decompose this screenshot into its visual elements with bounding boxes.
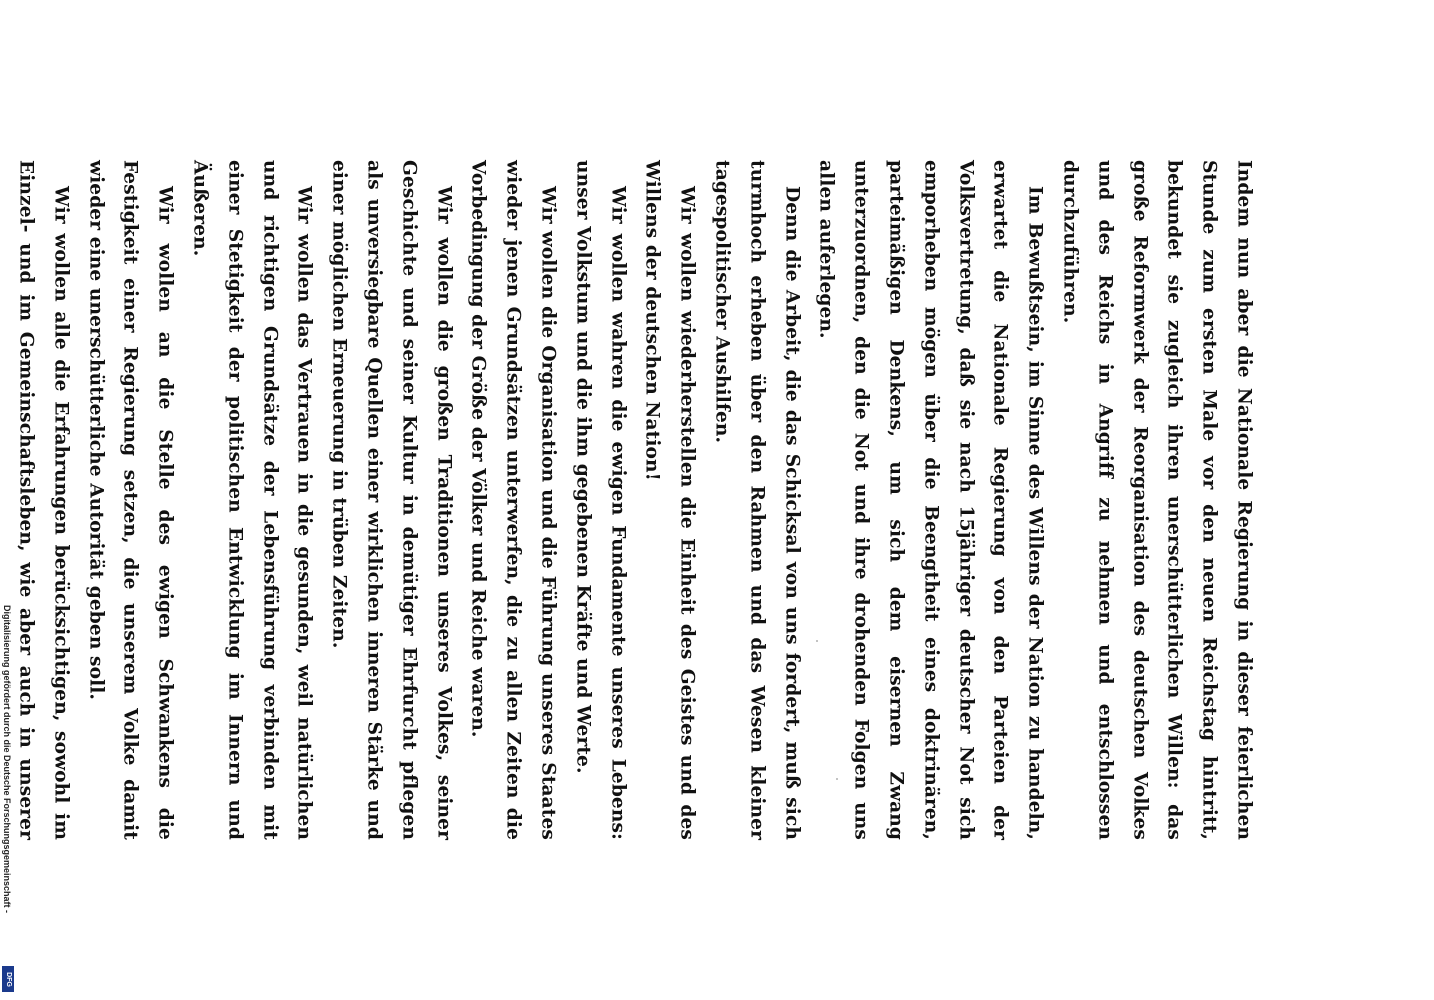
paragraph-4: Wir wollen wiederherstellen die Einheit des Geistes und des Willens der deutschen Nation! bbox=[641, 160, 698, 840]
paragraph-3: Denn die Arbeit, die das Schicksal von uns fordert, muß sich turmhoch erheben über den Rahmen und das Wesen kleiner tagespolitischer Aushilfen. bbox=[711, 160, 803, 840]
dfg-logo bbox=[2, 966, 14, 992]
credit-text: Digitalisierung gefördert durch die Deutsche Forschungsgemeinschaft - bbox=[2, 605, 12, 914]
paragraph-10: Wir wollen alle die Erfahrungen berücksichtigen, sowohl im Einzel- und im Gemeinschaftsleben, wie aber auch in unserer bbox=[15, 160, 72, 840]
paragraph-9: Wir wollen an die Stelle des ewigen Schwankens die Festigkeit einer Regierung setzen, die unserem Volke damit wieder eine unerschütterliche Autorität geben soll. bbox=[85, 160, 176, 840]
digitization-credit bbox=[0, 605, 14, 995]
paragraph-2: Im Bewußtsein, im Sinne des Willens der Nation zu handeln, erwartet die Nationale Regierung von den Parteien der Volksvertretung, daß sie nach 15jähriger deutscher Not sich emporheben mögen über die Beengtheit eines doktrinären, parteimäßigen Denkens, um sich dem eisernen Zwang unterzuordnen, den die Not und ihre drohenden Folgen uns allen auferlegen. bbox=[815, 160, 1046, 840]
paragraph-7: Wir wollen die großen Traditionen unseres Volkes, seiner Geschichte und seiner Kultur in demütiger Ehrfurcht pflegen als unversiegbare Quellen einer wirklichen inneren Stärke und einer möglichen Erneuerung in trüben Zeiten. bbox=[328, 160, 455, 840]
paragraph-1: Indem nun aber die Nationale Regierung in dieser feierlichen Stunde zum ersten Male vor den neuen Reichstag hintritt, bekundet sie zugleich ihren unerschütterlichen Willen: das große Reformwerk der Reorganisation des deutschen Volkes und des Reichs in Angriff zu nehmen und entschlossen durchzuführen. bbox=[1059, 160, 1255, 840]
scan-speck bbox=[816, 640, 818, 642]
dfg-logo-text: DFG bbox=[4, 971, 12, 987]
paragraph-6: Wir wollen die Organisation und die Führung unseres Staates wieder jenen Grundsätzen unterwerfen, die zu allen Zeiten die Vorbedingung der Größe der Völker und Reiche waren. bbox=[467, 160, 559, 840]
paragraph-8: Wir wollen das Vertrauen in die gesunden, weil natürlichen und richtigen Grundsätze der Lebensführung verbinden mit einer Stetigkeit der politischen Entwicklung im Innern und Äußeren. bbox=[189, 160, 315, 840]
page-text-block bbox=[15, 160, 1261, 840]
scan-speck bbox=[836, 778, 838, 780]
paragraph-5: Wir wollen wahren die ewigen Fundamente unseres Lebens: unser Volkstum und die ihm gegebenen Kräfte und Werte. bbox=[572, 160, 629, 840]
